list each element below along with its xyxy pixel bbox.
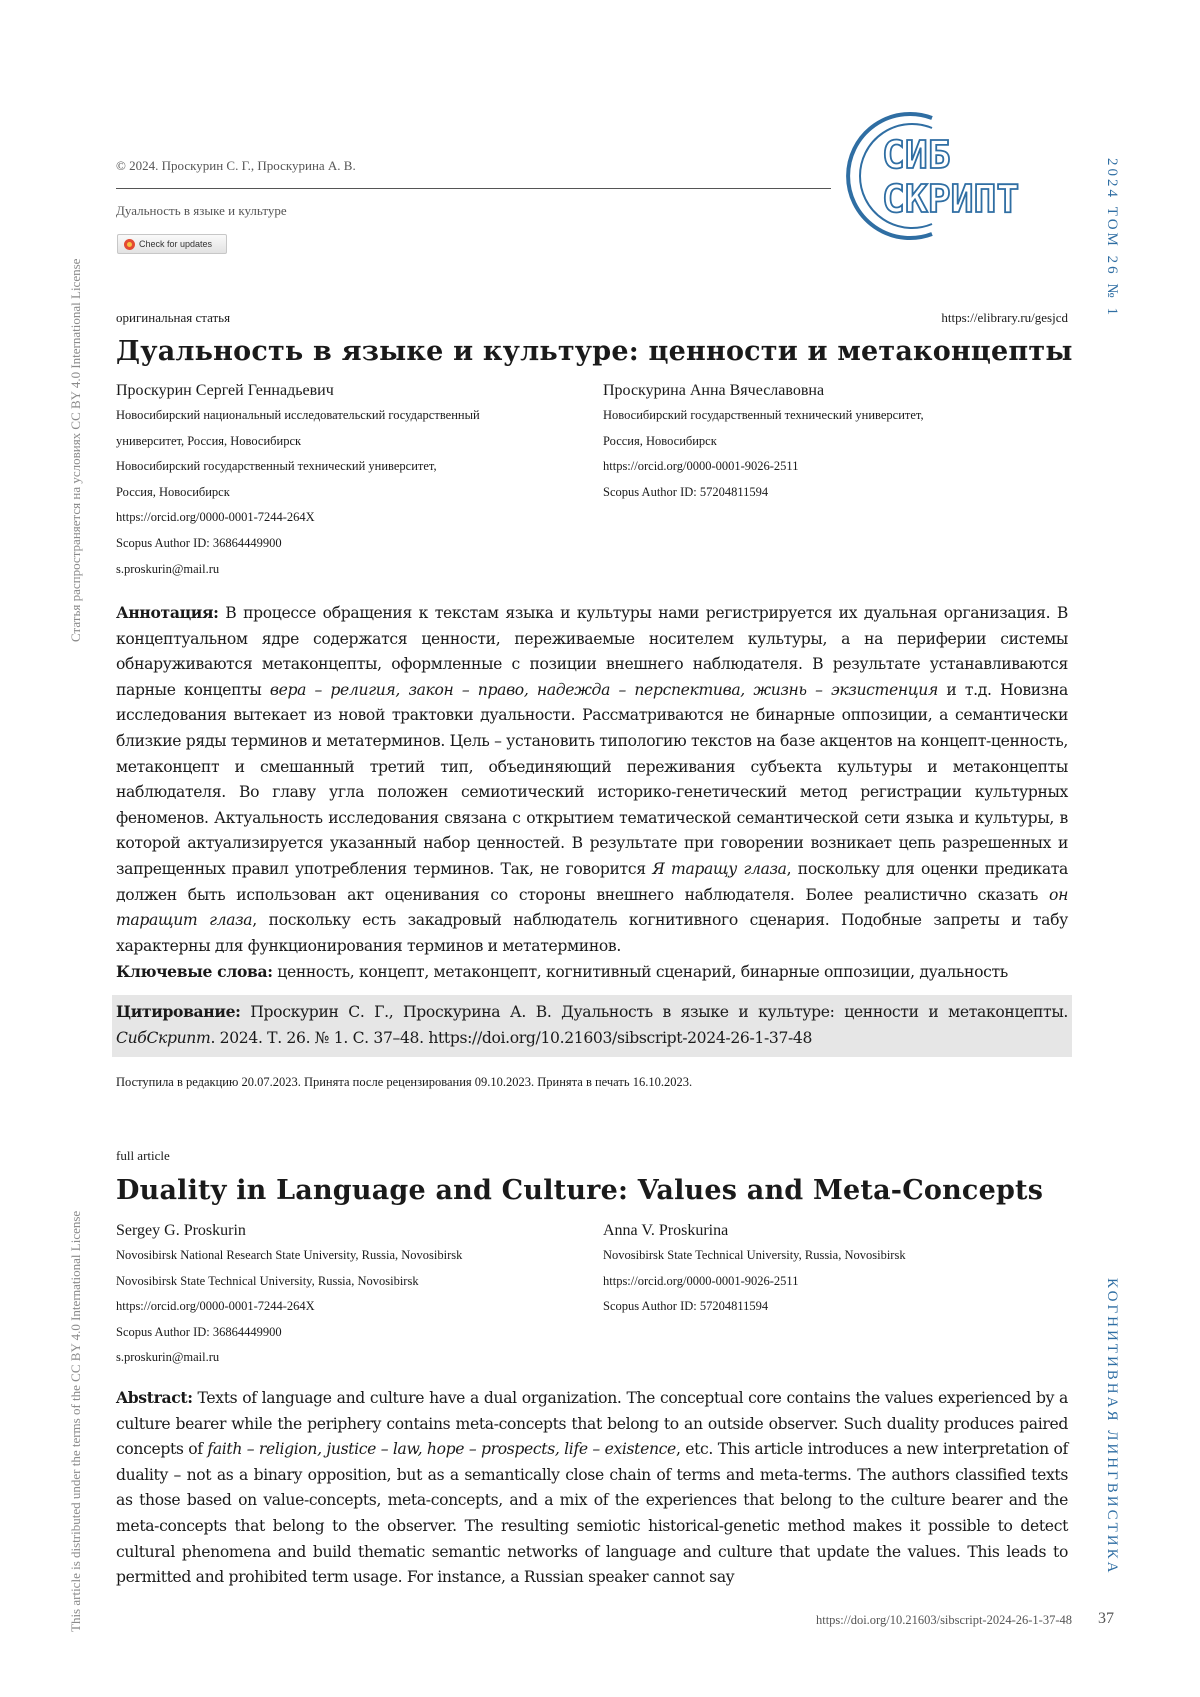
orcid-link[interactable]: https://orcid.org/0000-0001-9026-2511	[603, 1273, 799, 1288]
author1-en	[116, 1222, 462, 1371]
affiliation-line: Novosibirsk State Technical University, Russia, Novosibirsk	[603, 1248, 906, 1262]
check-for-updates-button[interactable]	[117, 234, 227, 254]
affiliation-line: университет, Россия, Новосибирск	[116, 433, 302, 448]
copyright: © 2024. Проскурин С. Г., Проскурина А. В.	[116, 158, 356, 173]
article-type-en: full article	[116, 1148, 170, 1163]
affiliation-line: Россия, Новосибирск	[603, 433, 717, 448]
author2-en	[603, 1222, 906, 1320]
footer-doi-link[interactable]: https://doi.org/10.21603/sibscript-2024-26-1-37-48	[815, 1613, 1072, 1627]
license-ru-vertical: Статья распространяется на условиях CC BY 4.0 International License	[68, 258, 83, 642]
crossmark-icon	[124, 239, 135, 250]
citation	[116, 999, 1068, 1051]
check-for-updates-label: Check for updates	[139, 239, 213, 249]
abstract-text: и т.д. Новизна исследования вытекает из новой трактовки дуальности. Рассматриваются не бинарные оппозиции, а семантически близкие ряды терминов и метатерминов. Цель – установить типологию текстов на базе акцентов на концепт-ценность, метаконцепт и смешанный третий тип, объединяющий переживания субъекта культуры и метаконцепты наблюдателя. Во главу угла положен семиотический историко-генетический метод регистрации культурных феноменов. Актуальность исследования связана с открытием тематической семантической сети языка и культуры, в которой актуализируется указанный набор ценностей. В результате при говорении возникает цепь разрешенных и запрещенных правил употребления терминов. Так, не говорится	[116, 680, 1068, 878]
orcid-link[interactable]: https://orcid.org/0000-0001-7244-264X	[116, 510, 315, 525]
abstract-italic: он таращит глаза	[116, 885, 1068, 930]
abstract-text: Texts of language and culture have a dual organization. The conceptual core contains the values experienced by a culture bearer while the periphery contains meta-concepts that belong to an outside observer. Such duality produces paired concepts of	[116, 1389, 1068, 1459]
affiliation-line: Novosibirsk National Research State University, Russia, Novosibirsk	[116, 1248, 463, 1262]
running-title: Дуальность в языке и культуре	[116, 203, 287, 218]
abstract-text: , поскольку для оценки предиката должен быть использован акт оценивания со стороны внешнего наблюдателя. Более реалистично сказать	[116, 859, 1068, 904]
abstract-en	[116, 1385, 1068, 1591]
article-title-ru: Дуальность в языке и культуре: ценности и метаконцепты	[116, 336, 1073, 367]
orcid-link[interactable]: https://orcid.org/0000-0001-9026-2511	[603, 459, 799, 474]
scopus-id: Scopus Author ID: 36864449900	[116, 535, 282, 550]
author-affiliations	[116, 403, 480, 582]
author-affiliations	[603, 403, 924, 505]
email-link[interactable]: s.proskurin@mail.ru	[116, 561, 220, 576]
abstract-text: В процессе обращения к текстам языка и культуры нами регистрируется их дуальная организация. В концептуальном ядре содержатся ценности, переживаемые носителем культуры, а на периферии системы обнаруживаются метаконцепты, оформленные с позиции внешнего наблюдателя. В результате устанавливаются парные концепты	[116, 604, 1068, 699]
abstract-ru	[116, 600, 1068, 986]
sibscript-logo	[840, 108, 1080, 244]
abstract-label: Аннотация:	[116, 603, 219, 622]
abstract-text: , etc. This article introduces a new interpretation of duality – not as a binary opposition, but as a semantically close chain of terms and meta-terms. The authors classified texts as those based on value-concepts, meta-concepts, and a mix of the experiences that belong to the culture bearer and the meta-concepts that belong to the observer. The resulting semiotic historical-genetic method makes it possible to detect cultural phenomena and build thematic semantic networks of language and culture that update the values. This leads to permitted and prohibited term usage. For instance, a Russian speaker cannot say	[116, 1440, 1068, 1587]
scopus-id: Scopus Author ID: 57204811594	[603, 1299, 769, 1314]
article-title-en: Duality in Language and Culture: Values and Meta-Concepts	[116, 1175, 1044, 1206]
author2-ru	[603, 382, 924, 505]
license-en-vertical: This article is distributed under the terms of the CC BY 4.0 International License	[68, 1210, 83, 1632]
affiliation-line: Novosibirsk State Technical University, Russia, Novosibirsk	[116, 1273, 419, 1288]
citation-journal: СибСкрипт	[116, 1028, 211, 1047]
logo-text-script: СКРИПТ	[882, 177, 1020, 221]
citation-text: Проскурин С. Г., Проскурина А. В. Дуальность в языке и культуре: ценности и метаконцепты.	[240, 1003, 1068, 1021]
abstract-italic: Я таращу глаза	[652, 859, 787, 878]
abstract-text: , поскольку есть закадровый наблюдатель когнитивного сценария. Подобные запреты и табу характерны для функционирования терминов и метатерминов.	[116, 911, 1068, 955]
elibrary-link[interactable]: https://elibrary.ru/gesjcd	[941, 310, 1068, 325]
email-link[interactable]: s.proskurin@mail.ru	[116, 1350, 220, 1365]
author-affiliations	[116, 1243, 462, 1371]
header-divider	[116, 188, 831, 189]
keywords: ценность, концепт, метаконцепт, когнитивный сценарий, бинарные оппозиции, дуальность	[272, 963, 1008, 982]
article-type-ru: оригинальная статья	[116, 310, 231, 325]
affiliation-line: Новосибирский государственный технический университет,	[603, 408, 924, 422]
author-name: Проскурин Сергей Геннадьевич	[116, 382, 334, 399]
author-affiliations	[603, 1243, 906, 1320]
author-name: Anna V. Proskurina	[603, 1222, 729, 1239]
affiliation-line: Новосибирский национальный исследовательский государственный	[116, 408, 480, 422]
page-number: 37	[1098, 1610, 1114, 1627]
scopus-id: Scopus Author ID: 36864449900	[116, 1324, 282, 1339]
scopus-id: Scopus Author ID: 57204811594	[603, 484, 769, 499]
affiliation-line: Россия, Новосибирск	[116, 484, 230, 499]
abstract-italic: вера – религия, закон – право, надежда – перспектива, жизнь – экзистенция	[269, 680, 938, 699]
received-dates: Поступила в редакцию 20.07.2023. Принята после рецензирования 09.10.2023. Принята в печать 16.10.2023.	[116, 1075, 693, 1089]
orcid-link[interactable]: https://orcid.org/0000-0001-7244-264X	[116, 1299, 315, 1314]
author1-ru	[116, 382, 480, 582]
abstract-label: Abstract:	[116, 1388, 193, 1407]
section-vertical: КОГНИТИВНАЯ ЛИНГВИСТИКА	[1104, 1278, 1120, 1576]
keywords-label: Ключевые слова:	[116, 962, 273, 982]
citation-label: Цитирование:	[116, 1002, 241, 1021]
issue-vertical: 2024 ТОМ 26 № 1	[1104, 158, 1120, 318]
affiliation-line: Новосибирский государственный технический университет,	[116, 459, 437, 474]
author-name: Проскурина Анна Вячеславовна	[603, 382, 825, 399]
abstract-italic: faith – religion, justice – law, hope – prospects, life – existence	[207, 1440, 676, 1459]
author-name: Sergey G. Proskurin	[116, 1222, 246, 1239]
citation-text: . 2024. Т. 26. № 1. С. 37–48. https://doi.org/10.21603/sibscript-2024-26-1-37-48	[210, 1028, 813, 1047]
logo-text-sib: СИБ	[882, 133, 951, 177]
